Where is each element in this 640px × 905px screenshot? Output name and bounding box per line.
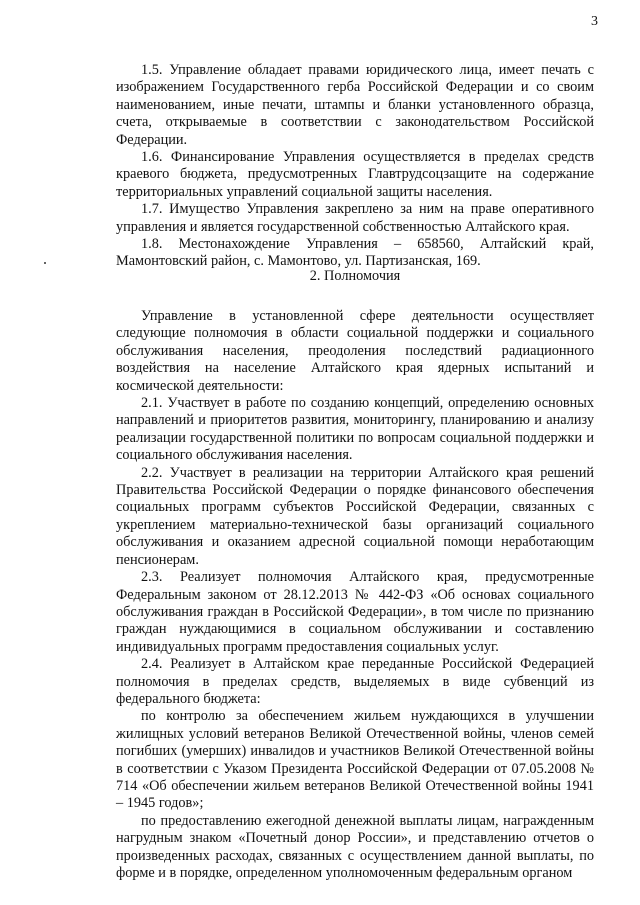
paragraph-2-4-housing: по контролю за обеспечением жильем нуждающихся в улучшении жилищных условий ветеранов Великой Отечественной войны, членов семей погибших (умерших) инвалидов и участников Великой Отечественной войны в соответствии с Указом Президента Российской Федерации от 07.05.2008 № 714 «Об обеспечении жильем ветеранов Великой Отечественной войны 1941 – 1945 годов»; [116,708,594,812]
section-2-body [116,308,594,882]
paragraph-1-7: 1.7. Имущество Управления закреплено за ним на праве оперативного управления и является государственной собственностью Алтайского края. [116,201,594,235]
paragraph-2-4-donor: по предоставлению ежегодной денежной выплаты лицам, награжденным нагрудным знаком «Почетный донор России», и представлению отчетов о произведенных расходах, связанных с осуществлением данной выплаты, по форме и в порядке, определенном уполномоченным федеральным органом [116,812,594,881]
paragraph-1-8: 1.8. Местонахождение Управления – 658560, Алтайский край, Мамонтовский район, с. Мамонтово, ул. Партизанская, 169. [116,236,594,270]
scan-dot-mark [44,262,46,264]
paragraph-2-3: 2.3. Реализует полномочия Алтайского края, предусмотренные Федеральным законом от 28.12.2013 № 442-ФЗ «Об основах социального обслуживания граждан в Российской Федерации», в том числе по признанию граждан нуждающимися в социальном обслуживании и составлению индивидуальных программ предоставления социальных услуг. [116,569,594,655]
section-1-continuation [116,62,594,271]
section-2-intro: Управление в установленной сфере деятельности осуществляет следующие полномочия в области социальной поддержки и социального обслуживания населения, преодоления последствий радиационного воздействия на население Алтайского края ядерных испытаний и космической деятельности: [116,308,594,394]
paragraph-2-4: 2.4. Реализует в Алтайском крае переданные Российской Федерацией полномочия в пределах средств, выделяемых в виде субвенций из федерального бюджета: [116,656,594,707]
paragraph-2-1: 2.1. Участвует в работе по созданию концепций, определению основных направлений и приоритетов развития, мониторингу, планированию и анализу реализации государственной политики по вопросам социальной поддержки и социального обслуживания населения. [116,395,594,464]
section-2-heading: 2. Полномочия [309,268,401,284]
paragraph-2-2: 2.2. Участвует в реализации на территории Алтайского края решений Правительства Российской Федерации о порядке финансового обеспечения социальных программ субъектов Российской Федерации, связанных с укреплением материально-технической базы организаций социального обслуживания и оказанием адресной социальной помощи неработающим пенсионерам. [116,464,594,568]
page-number: 3 [591,14,598,29]
paragraph-1-5: 1.5. Управление обладает правами юридического лица, имеет печать с изображением Государственного герба Российской Федерации и со своим наименованием, иные печати, штампы и бланки установленного образца, счета, открываемые в соответствии с законодательством Российской Федерации. [116,62,594,148]
paragraph-1-6: 1.6. Финансирование Управления осуществляется в пределах средств краевого бюджета, предусмотренных Главтрудсоцзащите на содержание территориальных управлений социальной защиты населения. [116,149,594,200]
